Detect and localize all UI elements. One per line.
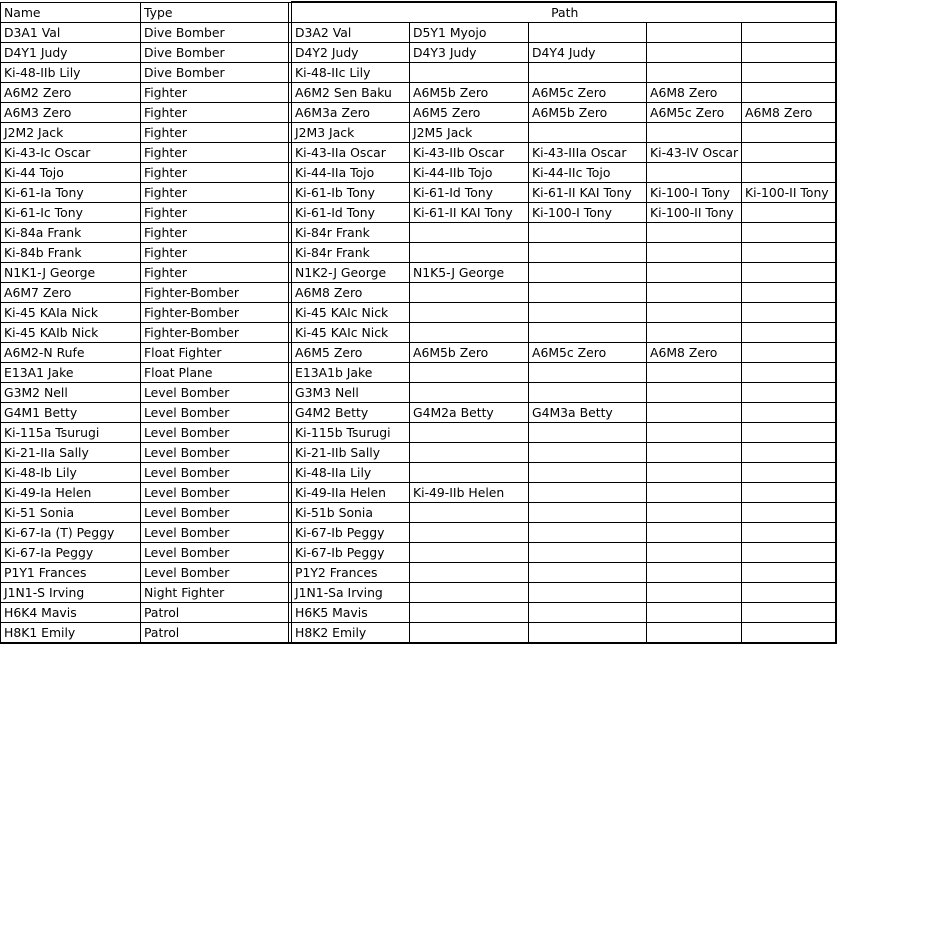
- cell-path-4[interactable]: [647, 543, 742, 563]
- cell-type[interactable]: Fighter: [141, 203, 289, 223]
- cell-type[interactable]: Level Bomber: [141, 503, 289, 523]
- cell-path-2[interactable]: [410, 223, 529, 243]
- cell-path-3[interactable]: [529, 483, 647, 503]
- cell-path-1[interactable]: Ki-67-Ib Peggy: [292, 543, 410, 563]
- cell-path-2[interactable]: [410, 603, 529, 623]
- cell-path-3[interactable]: D4Y4 Judy: [529, 43, 647, 63]
- table-row: [1, 503, 836, 523]
- table-row: [1, 543, 836, 563]
- cell-path-5[interactable]: [742, 243, 836, 263]
- table-row: [1, 83, 836, 103]
- cell-path-2[interactable]: [410, 423, 529, 443]
- cell-path-3[interactable]: A6M5c Zero: [529, 343, 647, 363]
- cell-path-3[interactable]: [529, 423, 647, 443]
- cell-name[interactable]: Ki-21-IIa Sally: [1, 443, 141, 463]
- cell-type[interactable]: Level Bomber: [141, 543, 289, 563]
- cell-name[interactable]: Ki-61-Ia Tony: [1, 183, 141, 203]
- cell-name[interactable]: D4Y1 Judy: [1, 43, 141, 63]
- cell-name[interactable]: H8K1 Emily: [1, 623, 141, 644]
- cell-path-5[interactable]: [742, 263, 836, 283]
- cell-path-1[interactable]: Ki-45 KAIc Nick: [292, 303, 410, 323]
- cell-name[interactable]: Ki-43-Ic Oscar: [1, 143, 141, 163]
- cell-name[interactable]: Ki-45 KAIb Nick: [1, 323, 141, 343]
- table-row: [1, 283, 836, 303]
- cell-path-5[interactable]: [742, 123, 836, 143]
- cell-path-3[interactable]: [529, 563, 647, 583]
- table-row: [1, 323, 836, 343]
- cell-name[interactable]: Ki-48-Ib Lily: [1, 463, 141, 483]
- cell-path-5[interactable]: [742, 403, 836, 423]
- cell-name[interactable]: G3M2 Nell: [1, 383, 141, 403]
- cell-name[interactable]: J1N1-S Irving: [1, 583, 141, 603]
- cell-name[interactable]: A6M7 Zero: [1, 283, 141, 303]
- cell-path-3[interactable]: [529, 443, 647, 463]
- cell-path-3[interactable]: A6M5b Zero: [529, 103, 647, 123]
- cell-path-5[interactable]: [742, 623, 836, 644]
- cell-path-3[interactable]: [529, 543, 647, 563]
- table-row: [1, 363, 836, 383]
- cell-path-1[interactable]: P1Y2 Frances: [292, 563, 410, 583]
- cell-path-1[interactable]: A6M5 Zero: [292, 343, 410, 363]
- cell-name[interactable]: Ki-67-Ia (T) Peggy: [1, 523, 141, 543]
- table-row: [1, 523, 836, 543]
- cell-path-4[interactable]: A6M8 Zero: [647, 343, 742, 363]
- cell-path-4[interactable]: [647, 483, 742, 503]
- cell-path-2[interactable]: [410, 383, 529, 403]
- cell-path-1[interactable]: N1K2-J George: [292, 263, 410, 283]
- cell-path-2[interactable]: N1K5-J George: [410, 263, 529, 283]
- cell-path-1[interactable]: Ki-45 KAIc Nick: [292, 323, 410, 343]
- cell-path-5[interactable]: [742, 423, 836, 443]
- cell-path-3[interactable]: [529, 363, 647, 383]
- cell-path-2[interactable]: [410, 243, 529, 263]
- header-row: [1, 2, 836, 23]
- cell-path-1[interactable]: Ki-115b Tsurugi: [292, 423, 410, 443]
- cell-path-4[interactable]: [647, 363, 742, 383]
- cell-path-5[interactable]: [742, 323, 836, 343]
- cell-path-5[interactable]: [742, 303, 836, 323]
- cell-path-1[interactable]: A6M3a Zero: [292, 103, 410, 123]
- cell-path-5[interactable]: [742, 523, 836, 543]
- table-row: [1, 563, 836, 583]
- cell-name[interactable]: Ki-48-IIb Lily: [1, 63, 141, 83]
- cell-name[interactable]: Ki-67-Ia Peggy: [1, 543, 141, 563]
- cell-path-3[interactable]: [529, 303, 647, 323]
- cell-path-1[interactable]: E13A1b Jake: [292, 363, 410, 383]
- cell-path-1[interactable]: H6K5 Mavis: [292, 603, 410, 623]
- cell-path-4[interactable]: [647, 223, 742, 243]
- cell-path-3[interactable]: [529, 63, 647, 83]
- cell-path-5[interactable]: [742, 63, 836, 83]
- table-row: [1, 303, 836, 323]
- cell-path-4[interactable]: A6M8 Zero: [647, 83, 742, 103]
- cell-path-4[interactable]: [647, 283, 742, 303]
- cell-path-5[interactable]: [742, 43, 836, 63]
- table-row: [1, 443, 836, 463]
- cell-path-4[interactable]: [647, 603, 742, 623]
- table-body: [1, 23, 836, 644]
- cell-path-5[interactable]: [742, 603, 836, 623]
- header-path[interactable]: Path: [292, 2, 836, 23]
- cell-path-2[interactable]: Ki-44-IIb Tojo: [410, 163, 529, 183]
- cell-path-2[interactable]: A6M5b Zero: [410, 343, 529, 363]
- cell-path-1[interactable]: Ki-43-IIa Oscar: [292, 143, 410, 163]
- cell-path-2[interactable]: [410, 303, 529, 323]
- cell-path-5[interactable]: [742, 23, 836, 43]
- cell-name[interactable]: Ki-45 KAIa Nick: [1, 303, 141, 323]
- cell-type[interactable]: Level Bomber: [141, 563, 289, 583]
- cell-type[interactable]: Level Bomber: [141, 403, 289, 423]
- cell-path-1[interactable]: J1N1-Sa Irving: [292, 583, 410, 603]
- cell-name[interactable]: H6K4 Mavis: [1, 603, 141, 623]
- cell-path-3[interactable]: [529, 263, 647, 283]
- cell-path-4[interactable]: [647, 383, 742, 403]
- cell-path-4[interactable]: [647, 423, 742, 443]
- table-row: [1, 483, 836, 503]
- cell-path-5[interactable]: A6M8 Zero: [742, 103, 836, 123]
- cell-path-4[interactable]: [647, 443, 742, 463]
- cell-type[interactable]: Fighter: [141, 123, 289, 143]
- table-row: [1, 343, 836, 363]
- cell-path-2[interactable]: [410, 63, 529, 83]
- cell-path-1[interactable]: D4Y2 Judy: [292, 43, 410, 63]
- cell-path-1[interactable]: Ki-67-Ib Peggy: [292, 523, 410, 543]
- cell-path-4[interactable]: [647, 63, 742, 83]
- cell-path-2[interactable]: [410, 623, 529, 644]
- cell-type[interactable]: Float Plane: [141, 363, 289, 383]
- table-row: [1, 23, 836, 43]
- cell-path-1[interactable]: Ki-44-IIa Tojo: [292, 163, 410, 183]
- cell-path-2[interactable]: G4M2a Betty: [410, 403, 529, 423]
- cell-path-4[interactable]: [647, 463, 742, 483]
- cell-path-5[interactable]: [742, 443, 836, 463]
- cell-path-1[interactable]: Ki-84r Frank: [292, 223, 410, 243]
- cell-path-2[interactable]: [410, 563, 529, 583]
- cell-type[interactable]: Fighter-Bomber: [141, 283, 289, 303]
- cell-type[interactable]: Night Fighter: [141, 583, 289, 603]
- cell-path-1[interactable]: Ki-51b Sonia: [292, 503, 410, 523]
- cell-type[interactable]: Level Bomber: [141, 463, 289, 483]
- cell-type[interactable]: Fighter: [141, 223, 289, 243]
- cell-path-4[interactable]: [647, 303, 742, 323]
- cell-name[interactable]: Ki-49-Ia Helen: [1, 483, 141, 503]
- cell-path-5[interactable]: [742, 583, 836, 603]
- table-row: [1, 383, 836, 403]
- cell-type[interactable]: Level Bomber: [141, 383, 289, 403]
- cell-path-2[interactable]: D4Y3 Judy: [410, 43, 529, 63]
- cell-type[interactable]: Level Bomber: [141, 483, 289, 503]
- cell-path-1[interactable]: Ki-48-IIa Lily: [292, 463, 410, 483]
- cell-path-5[interactable]: [742, 563, 836, 583]
- cell-path-5[interactable]: [742, 483, 836, 503]
- cell-path-3[interactable]: Ki-43-IIIa Oscar: [529, 143, 647, 163]
- cell-path-5[interactable]: [742, 383, 836, 403]
- header-type[interactable]: Type: [141, 2, 289, 23]
- cell-name[interactable]: Ki-115a Tsurugi: [1, 423, 141, 443]
- cell-name[interactable]: A6M2-N Rufe: [1, 343, 141, 363]
- cell-path-2[interactable]: J2M5 Jack: [410, 123, 529, 143]
- cell-path-2[interactable]: [410, 463, 529, 483]
- table-row: [1, 583, 836, 603]
- header-name[interactable]: Name: [1, 2, 141, 23]
- cell-type[interactable]: Fighter: [141, 243, 289, 263]
- cell-path-3[interactable]: [529, 503, 647, 523]
- cell-name[interactable]: D3A1 Val: [1, 23, 141, 43]
- cell-path-2[interactable]: [410, 583, 529, 603]
- cell-type[interactable]: Fighter-Bomber: [141, 303, 289, 323]
- table-row: [1, 63, 836, 83]
- cell-path-2[interactable]: [410, 503, 529, 523]
- cell-type[interactable]: Fighter: [141, 83, 289, 103]
- cell-path-4[interactable]: A6M5c Zero: [647, 103, 742, 123]
- cell-path-2[interactable]: [410, 523, 529, 543]
- table-row: [1, 183, 836, 203]
- cell-path-5[interactable]: Ki-100-II Tony: [742, 183, 836, 203]
- cell-name[interactable]: P1Y1 Frances: [1, 563, 141, 583]
- cell-path-5[interactable]: [742, 143, 836, 163]
- cell-type[interactable]: Patrol: [141, 623, 289, 644]
- cell-name[interactable]: Ki-61-Ic Tony: [1, 203, 141, 223]
- cell-path-4[interactable]: [647, 523, 742, 543]
- cell-path-3[interactable]: Ki-100-I Tony: [529, 203, 647, 223]
- cell-path-4[interactable]: [647, 43, 742, 63]
- cell-name[interactable]: Ki-51 Sonia: [1, 503, 141, 523]
- table-row: [1, 243, 836, 263]
- cell-name[interactable]: G4M1 Betty: [1, 403, 141, 423]
- cell-path-3[interactable]: [529, 223, 647, 243]
- table-row: [1, 163, 836, 183]
- table-row: [1, 143, 836, 163]
- cell-path-1[interactable]: A6M2 Sen Baku: [292, 83, 410, 103]
- cell-path-4[interactable]: [647, 263, 742, 283]
- cell-type[interactable]: Fighter-Bomber: [141, 323, 289, 343]
- cell-path-4[interactable]: [647, 123, 742, 143]
- cell-path-5[interactable]: [742, 223, 836, 243]
- cell-type[interactable]: Fighter: [141, 143, 289, 163]
- cell-path-2[interactable]: Ki-61-II KAI Tony: [410, 203, 529, 223]
- cell-path-3[interactable]: [529, 23, 647, 43]
- cell-path-4[interactable]: [647, 583, 742, 603]
- cell-path-4[interactable]: Ki-43-IV Oscar: [647, 143, 742, 163]
- cell-name[interactable]: A6M3 Zero: [1, 103, 141, 123]
- cell-type[interactable]: Dive Bomber: [141, 43, 289, 63]
- cell-name[interactable]: A6M2 Zero: [1, 83, 141, 103]
- cell-name[interactable]: Ki-84b Frank: [1, 243, 141, 263]
- cell-path-3[interactable]: [529, 603, 647, 623]
- cell-name[interactable]: E13A1 Jake: [1, 363, 141, 383]
- cell-type[interactable]: Fighter: [141, 103, 289, 123]
- cell-path-1[interactable]: Ki-61-Ib Tony: [292, 183, 410, 203]
- cell-path-2[interactable]: Ki-43-IIb Oscar: [410, 143, 529, 163]
- cell-path-3[interactable]: A6M5c Zero: [529, 83, 647, 103]
- cell-name[interactable]: J2M2 Jack: [1, 123, 141, 143]
- aircraft-upgrade-table: [0, 1, 837, 644]
- cell-path-4[interactable]: [647, 323, 742, 343]
- cell-path-2[interactable]: [410, 443, 529, 463]
- cell-path-1[interactable]: J2M3 Jack: [292, 123, 410, 143]
- cell-path-3[interactable]: [529, 323, 647, 343]
- cell-type[interactable]: Level Bomber: [141, 443, 289, 463]
- cell-name[interactable]: Ki-44 Tojo: [1, 163, 141, 183]
- cell-path-4[interactable]: Ki-100-I Tony: [647, 183, 742, 203]
- cell-path-2[interactable]: Ki-49-IIb Helen: [410, 483, 529, 503]
- cell-path-2[interactable]: [410, 363, 529, 383]
- cell-path-1[interactable]: G4M2 Betty: [292, 403, 410, 423]
- cell-path-1[interactable]: Ki-84r Frank: [292, 243, 410, 263]
- cell-type[interactable]: Fighter: [141, 263, 289, 283]
- cell-path-5[interactable]: [742, 343, 836, 363]
- cell-path-2[interactable]: [410, 283, 529, 303]
- table-row: [1, 103, 836, 123]
- cell-type[interactable]: Level Bomber: [141, 423, 289, 443]
- table-row: [1, 123, 836, 143]
- cell-type[interactable]: Patrol: [141, 603, 289, 623]
- cell-path-1[interactable]: Ki-49-IIa Helen: [292, 483, 410, 503]
- cell-path-5[interactable]: [742, 203, 836, 223]
- table-row: [1, 603, 836, 623]
- cell-path-2[interactable]: D5Y1 Myojo: [410, 23, 529, 43]
- cell-type[interactable]: Level Bomber: [141, 523, 289, 543]
- cell-path-3[interactable]: [529, 623, 647, 644]
- cell-type[interactable]: Fighter: [141, 163, 289, 183]
- cell-path-1[interactable]: Ki-21-IIb Sally: [292, 443, 410, 463]
- cell-path-5[interactable]: [742, 503, 836, 523]
- cell-path-2[interactable]: A6M5 Zero: [410, 103, 529, 123]
- table-row: [1, 403, 836, 423]
- cell-path-3[interactable]: [529, 463, 647, 483]
- cell-name[interactable]: N1K1-J George: [1, 263, 141, 283]
- cell-path-4[interactable]: [647, 623, 742, 644]
- cell-path-3[interactable]: Ki-44-IIc Tojo: [529, 163, 647, 183]
- cell-type[interactable]: Dive Bomber: [141, 63, 289, 83]
- cell-path-1[interactable]: Ki-61-Id Tony: [292, 203, 410, 223]
- cell-path-3[interactable]: G4M3a Betty: [529, 403, 647, 423]
- cell-path-2[interactable]: Ki-61-Id Tony: [410, 183, 529, 203]
- table-row: [1, 463, 836, 483]
- cell-path-3[interactable]: [529, 583, 647, 603]
- cell-path-5[interactable]: [742, 283, 836, 303]
- cell-name[interactable]: Ki-84a Frank: [1, 223, 141, 243]
- cell-path-4[interactable]: [647, 243, 742, 263]
- table-row: [1, 263, 836, 283]
- cell-path-3[interactable]: [529, 283, 647, 303]
- cell-path-1[interactable]: G3M3 Nell: [292, 383, 410, 403]
- table-row: [1, 223, 836, 243]
- cell-path-3[interactable]: [529, 123, 647, 143]
- cell-path-4[interactable]: [647, 563, 742, 583]
- cell-path-2[interactable]: [410, 323, 529, 343]
- cell-path-5[interactable]: [742, 543, 836, 563]
- cell-path-5[interactable]: [742, 83, 836, 103]
- cell-path-5[interactable]: [742, 463, 836, 483]
- cell-path-4[interactable]: [647, 403, 742, 423]
- cell-path-2[interactable]: A6M5b Zero: [410, 83, 529, 103]
- cell-path-3[interactable]: Ki-61-II KAI Tony: [529, 183, 647, 203]
- cell-path-1[interactable]: A6M8 Zero: [292, 283, 410, 303]
- cell-path-2[interactable]: [410, 543, 529, 563]
- cell-path-1[interactable]: H8K2 Emily: [292, 623, 410, 644]
- table-row: [1, 423, 836, 443]
- cell-path-3[interactable]: [529, 523, 647, 543]
- cell-path-3[interactable]: [529, 383, 647, 403]
- cell-path-1[interactable]: D3A2 Val: [292, 23, 410, 43]
- cell-path-5[interactable]: [742, 363, 836, 383]
- table-row: [1, 203, 836, 223]
- table-row: [1, 43, 836, 63]
- cell-path-4[interactable]: [647, 503, 742, 523]
- cell-path-4[interactable]: Ki-100-II Tony: [647, 203, 742, 223]
- cell-path-4[interactable]: [647, 163, 742, 183]
- cell-path-3[interactable]: [529, 243, 647, 263]
- cell-path-4[interactable]: [647, 23, 742, 43]
- cell-type[interactable]: Dive Bomber: [141, 23, 289, 43]
- table-row: [1, 623, 836, 644]
- cell-path-1[interactable]: Ki-48-IIc Lily: [292, 63, 410, 83]
- cell-type[interactable]: Fighter: [141, 183, 289, 203]
- cell-type[interactable]: Float Fighter: [141, 343, 289, 363]
- cell-path-5[interactable]: [742, 163, 836, 183]
